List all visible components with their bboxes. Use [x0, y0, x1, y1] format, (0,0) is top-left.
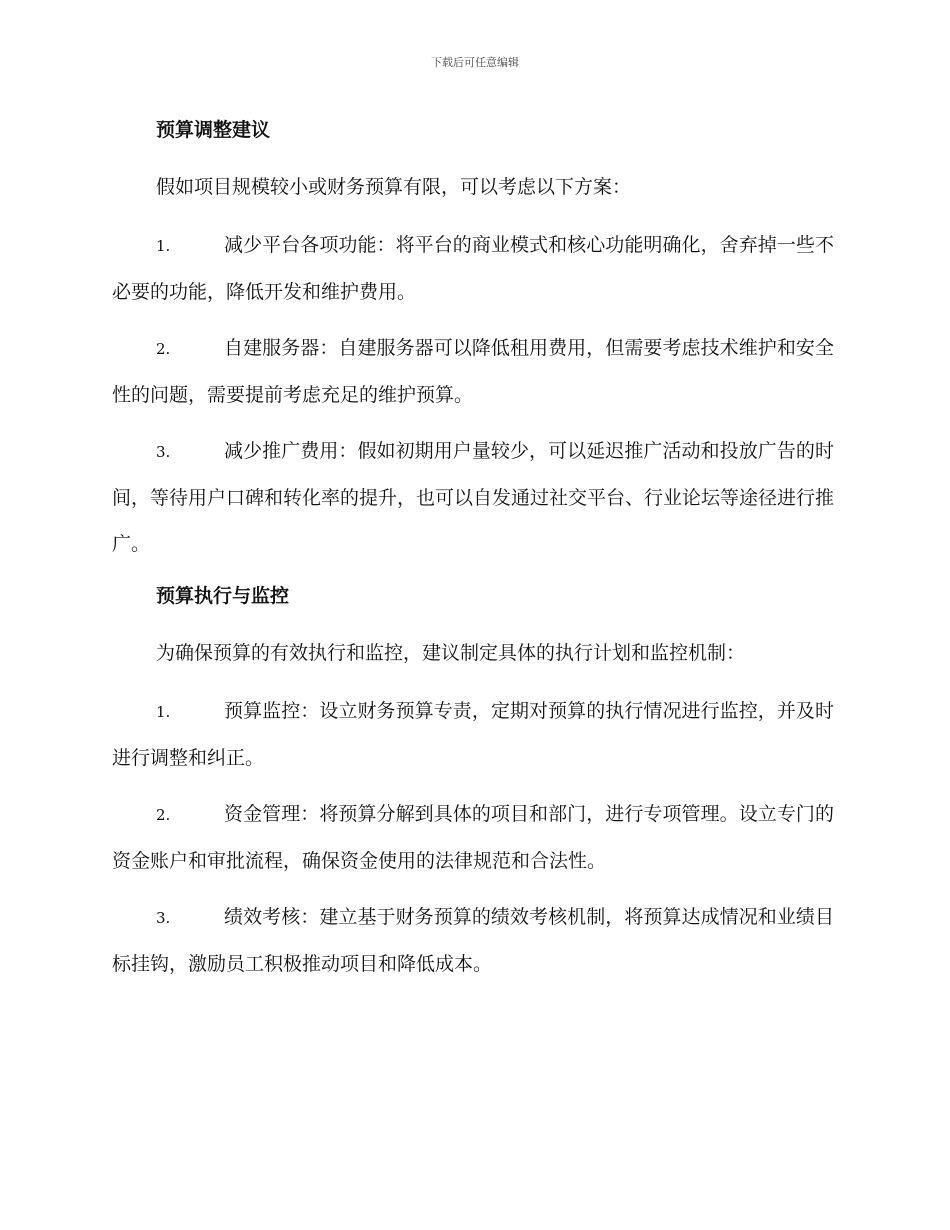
list-item: [112, 222, 834, 315]
list-item: [112, 325, 834, 418]
list-item-text: 资金管理：将预算分解到具体的项目和部门，进行专项管理。设立专门的资金账户和审批流程，确保资金使用的法律规范和合法性。: [112, 803, 834, 872]
list-item-number: 3.: [156, 909, 171, 927]
section-budget-adjustment: [112, 115, 834, 567]
header-note: 下载后可任意编辑: [431, 56, 519, 69]
list-item-text: 绩效考核：建立基于财务预算的绩效考核机制，将预算达成情况和业绩目标挂钩，激励员工积极推动项目和降低成本。: [112, 906, 834, 975]
section-budget-execution: [112, 581, 834, 987]
list-item-number: 1.: [156, 703, 171, 721]
list-item: [112, 791, 834, 884]
list-item-text: 自建服务器：自建服务器可以降低租用费用，但需要考虑技术维护和安全性的问题，需要提前考虑充足的维护预算。: [112, 337, 834, 406]
list-item: [112, 688, 834, 781]
list-item-number: 2.: [156, 340, 171, 358]
section-heading: 预算执行与监控: [156, 585, 290, 607]
list-item-number: 1.: [156, 237, 171, 255]
list-item-number: 2.: [156, 806, 171, 824]
list-item-text: 预算监控：设立财务预算专责，定期对预算的执行情况进行监控，并及时进行调整和纠正。: [112, 700, 834, 769]
list-item: [112, 428, 834, 567]
list-item-text: 减少平台各项功能：将平台的商业模式和核心功能明确化，舍弃掉一些不必要的功能，降低开发和维护费用。: [112, 234, 834, 303]
section-intro: 为确保预算的有效执行和监控，建议制定具体的执行计划和监控机制：: [156, 642, 746, 664]
section-intro: 假如项目规模较小或财务预算有限，可以考虑以下方案：: [156, 176, 632, 198]
section-heading: 预算调整建议: [156, 119, 271, 141]
list-item-number: 3.: [156, 443, 171, 461]
list-item: [112, 894, 834, 987]
list-item-text: 减少推广费用：假如初期用户量较少，可以延迟推广活动和投放广告的时间，等待用户口碑和转化率的提升，也可以自发通过社交平台、行业论坛等途径进行推广。: [112, 440, 835, 555]
